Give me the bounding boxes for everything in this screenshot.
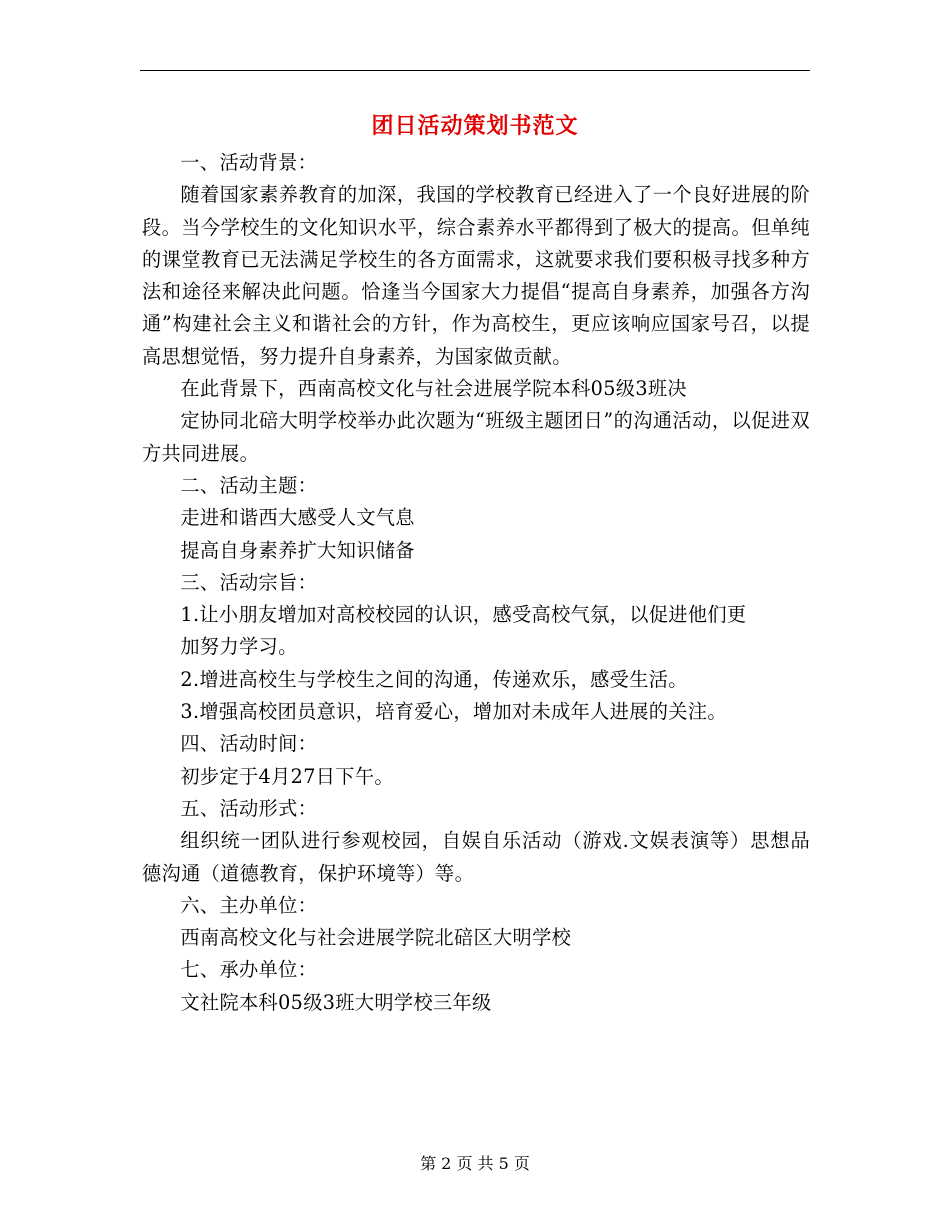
- document-body: [142, 147, 810, 1019]
- purpose-item-1: 1.让小朋友增加对高校校园的认识，感受高校气氛，以促进他们更: [180, 603, 747, 627]
- page-number: 第 2 页 共 5 页: [420, 1154, 530, 1173]
- section-heading-background: 一、活动背景：: [180, 151, 318, 174]
- section-heading-theme: 二、活动主题：: [180, 473, 318, 497]
- section-heading-format: 五、活动形式：: [180, 796, 318, 820]
- section-heading-time: 四、活动时间：: [180, 732, 318, 756]
- paragraph-background: 随着国家素养教育的加深，我国的学校教育已经进入了一个良好进展的阶段。当今学校生的文化知识水平，综合素养水平都得到了极大的提高。但单纯的课堂教育已无法满足学校生的各方面需求，这就要求我们要积极寻找多种方法和途径来解决此问题。恰逢当今国家大力提倡“提高自身素养，加强各方沟通”构建社会主义和谐社会的方针，作为高校生，更应该响应国家号召，以提高思想觉悟，努力提升自身素养，为国家做贡献。: [142, 183, 810, 368]
- paragraph-context-line1: 在此背景下，西南高校文化与社会进展学院本科05级3班决: [180, 377, 687, 401]
- header-rule: [140, 70, 810, 71]
- organizer-text: 文社院本科05级3班大明学校三年级: [180, 990, 492, 1014]
- section-heading-purpose: 三、活动宗旨：: [180, 570, 318, 594]
- purpose-item-3: 3.增强高校团员意识，培育爱心，增加对未成年人进展的关注。: [180, 700, 727, 724]
- format-text: 组织统一团队进行参观校园，自娱自乐活动（游戏.文娱表演等）思想品德沟通（道德教育，保护环境等）等。: [142, 829, 810, 885]
- section-heading-organizer: 七、承办单位：: [180, 958, 318, 982]
- purpose-item-1-continued: 加努力学习。: [180, 635, 298, 659]
- theme-line-2: 提高自身素养扩大知识储备: [180, 538, 415, 562]
- document-title: 团日活动策划书范文: [371, 113, 579, 139]
- host-text: 西南高校文化与社会进展学院北碚区大明学校: [180, 926, 572, 950]
- section-heading-host: 六、主办单位：: [180, 893, 318, 917]
- theme-line-1: 走进和谐西大感受人文气息: [180, 506, 415, 530]
- purpose-item-2: 2.增进高校生与学校生之间的沟通，传递欢乐，感受生活。: [180, 667, 688, 691]
- time-text: 初步定于4月27日下午。: [180, 764, 394, 788]
- paragraph-context-line2: 定协同北碚大明学校举办此次题为“班级主题团日”的沟通活动，以促进双方共同进展。: [142, 409, 810, 465]
